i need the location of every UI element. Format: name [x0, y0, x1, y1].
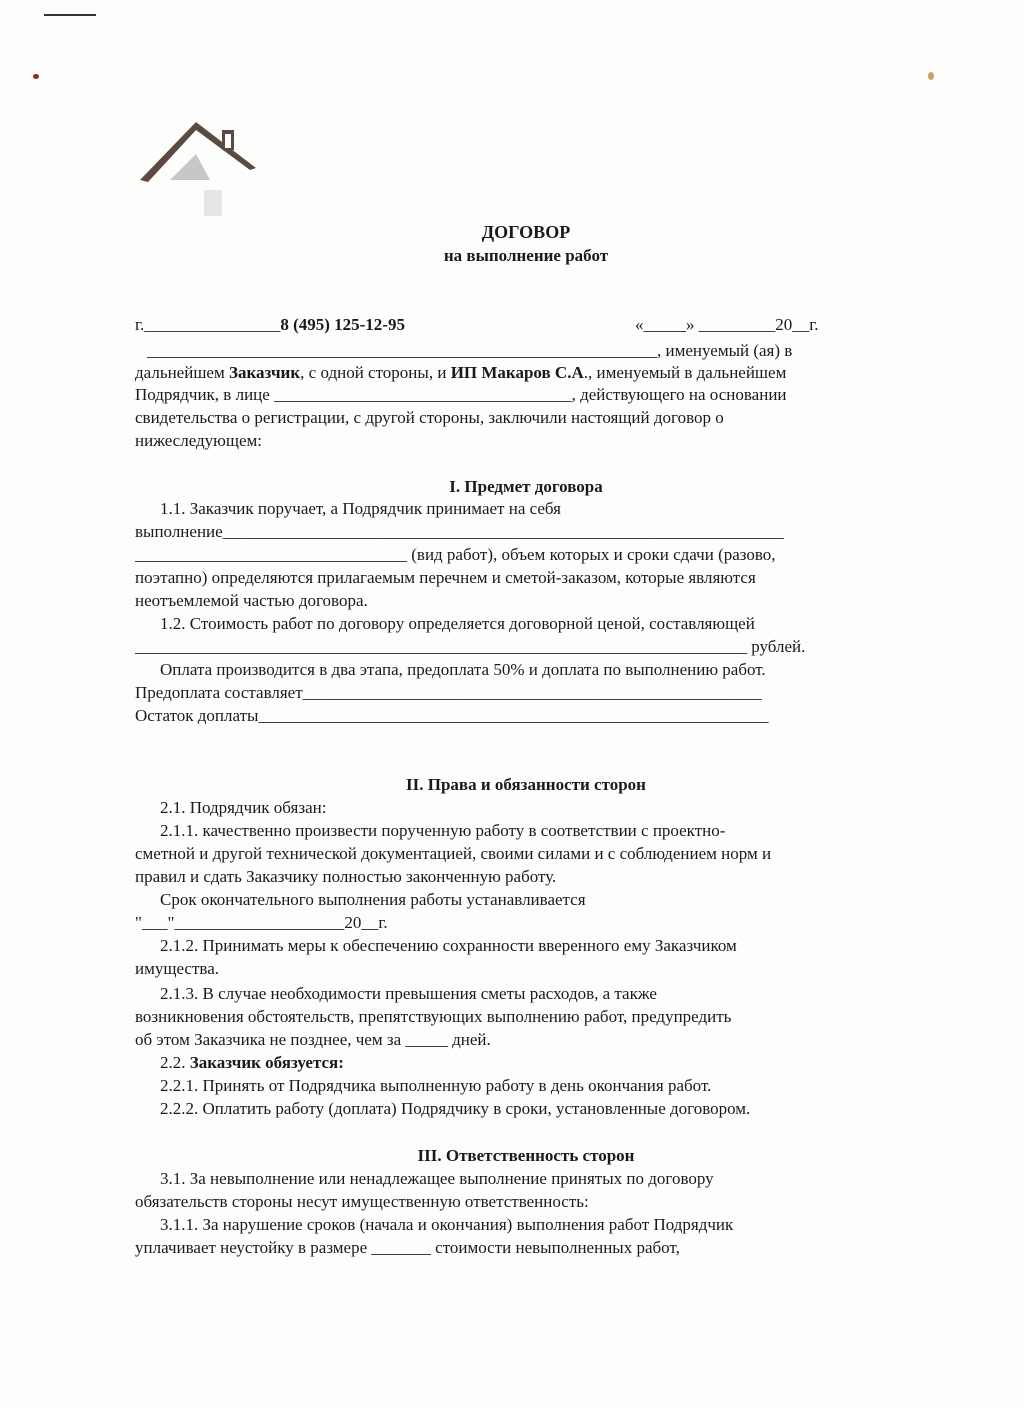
body-line: обязательств стороны несут имущественную ответственность:: [135, 1192, 589, 1211]
paper-speck: [33, 74, 39, 79]
body-line: об этом Заказчика не позднее, чем за _____ дней.: [135, 1030, 491, 1049]
body-line: 2.1. Подрядчик обязан:: [160, 798, 327, 817]
body-line: 2.1.2. Принимать меры к обеспечению сохранности вверенного ему Заказчиком: [160, 936, 737, 955]
body-line: Оплата производится в два этапа, предоплата 50% и доплата по выполнению работ.: [160, 660, 766, 679]
paper-speck: [928, 72, 934, 80]
document-subtitle: на выполнение работ: [443, 246, 609, 265]
city-phone-date-line: [135, 314, 917, 337]
body-line: нижеследующем:: [135, 431, 263, 450]
body-line: 2.2.1. Принять от Подрядчика выполненную работу в день окончания работ.: [160, 1076, 712, 1095]
body-line: свидетельства о регистрации, с другой стороны, заключили настоящий договор о: [135, 408, 724, 427]
section-heading-rights: II. Права и обязанности сторон: [406, 775, 646, 794]
body-line: сметной и другой технической документацией, своими силами и с соблюдением норм и: [135, 844, 772, 863]
body-line: Остаток доплаты____________________________________________________________: [135, 706, 769, 725]
body-line: 2.1.1. качественно произвести порученную работу в соответствии с проектно-: [160, 821, 726, 840]
body-line: правил и сдать Заказчику полностью законченную работу.: [135, 867, 557, 886]
body-line: ________________________________ (вид работ), объем которых и сроки сдачи (разово,: [135, 545, 776, 564]
customer-term: Заказчик: [228, 363, 301, 382]
customer-obligations-label: Заказчик обязуется:: [189, 1053, 344, 1072]
body-line: выполнение__________________________________________________________________: [135, 522, 784, 541]
body-line: 3.1. За невыполнение или ненадлежащее выполнение принятых по договору: [160, 1169, 714, 1188]
body-line: возникновения обстоятельств, препятствующих выполнению работ, предупредить: [135, 1007, 732, 1026]
body-line: 1.1. Заказчик поручает, а Подрядчик принимает на себя: [160, 499, 561, 518]
body-line: дальнейшем Заказчик, с одной стороны, и ИП Макаров С.А., именуемый в дальнейшем: [135, 363, 787, 382]
body-line: 2.1.3. В случае необходимости превышения сметы расходов, а также: [160, 984, 657, 1003]
city-field: г.________________: [135, 315, 281, 334]
date-field: «_____» _________20__г.: [635, 315, 819, 334]
contractor-name: ИП Макаров С.А: [450, 363, 584, 382]
body-line: неотъемлемой частью договора.: [135, 591, 368, 610]
body-line: 3.1.1. За нарушение сроков (начала и окончания) выполнения работ Подрядчик: [160, 1215, 734, 1234]
body-line: 2.2.2. Оплатить работу (доплата) Подрядчику в сроки, установленные договором.: [160, 1099, 751, 1118]
body-line: 1.2. Стоимость работ по договору определяется договорной ценой, составляющей: [160, 614, 755, 633]
body-line: ____________________________________________________________, именуемый (ая) в: [147, 341, 793, 360]
body-line: Предоплата составляет______________________________________________________: [135, 683, 762, 702]
body-line: 2.2. Заказчик обязуется:: [160, 1053, 344, 1072]
house-roof-logo: [138, 110, 260, 222]
body-line: поэтапно) определяются прилагаемым перечнем и сметой-заказом, которые являются: [135, 568, 756, 587]
phone-number: 8 (495) 125-12-95: [280, 315, 405, 334]
body-line: имущества.: [135, 959, 219, 978]
body-line: уплачивает неустойку в размере _______ стоимости невыполненных работ,: [135, 1238, 680, 1257]
section-heading-subject: I. Предмет договора: [449, 477, 603, 496]
document-title: ДОГОВОР: [481, 222, 571, 242]
body-line: Срок окончательного выполнения работы устанавливается: [160, 890, 586, 909]
page-corner-mark: [44, 14, 96, 16]
section-heading-liability: III. Ответственность сторон: [417, 1146, 635, 1165]
body-line: Подрядчик, в лице ___________________________________, действующего на основании: [135, 385, 787, 404]
body-line: ________________________________________________________________________ рублей.: [135, 637, 806, 656]
body-line: "___"____________________20__г.: [135, 913, 388, 932]
